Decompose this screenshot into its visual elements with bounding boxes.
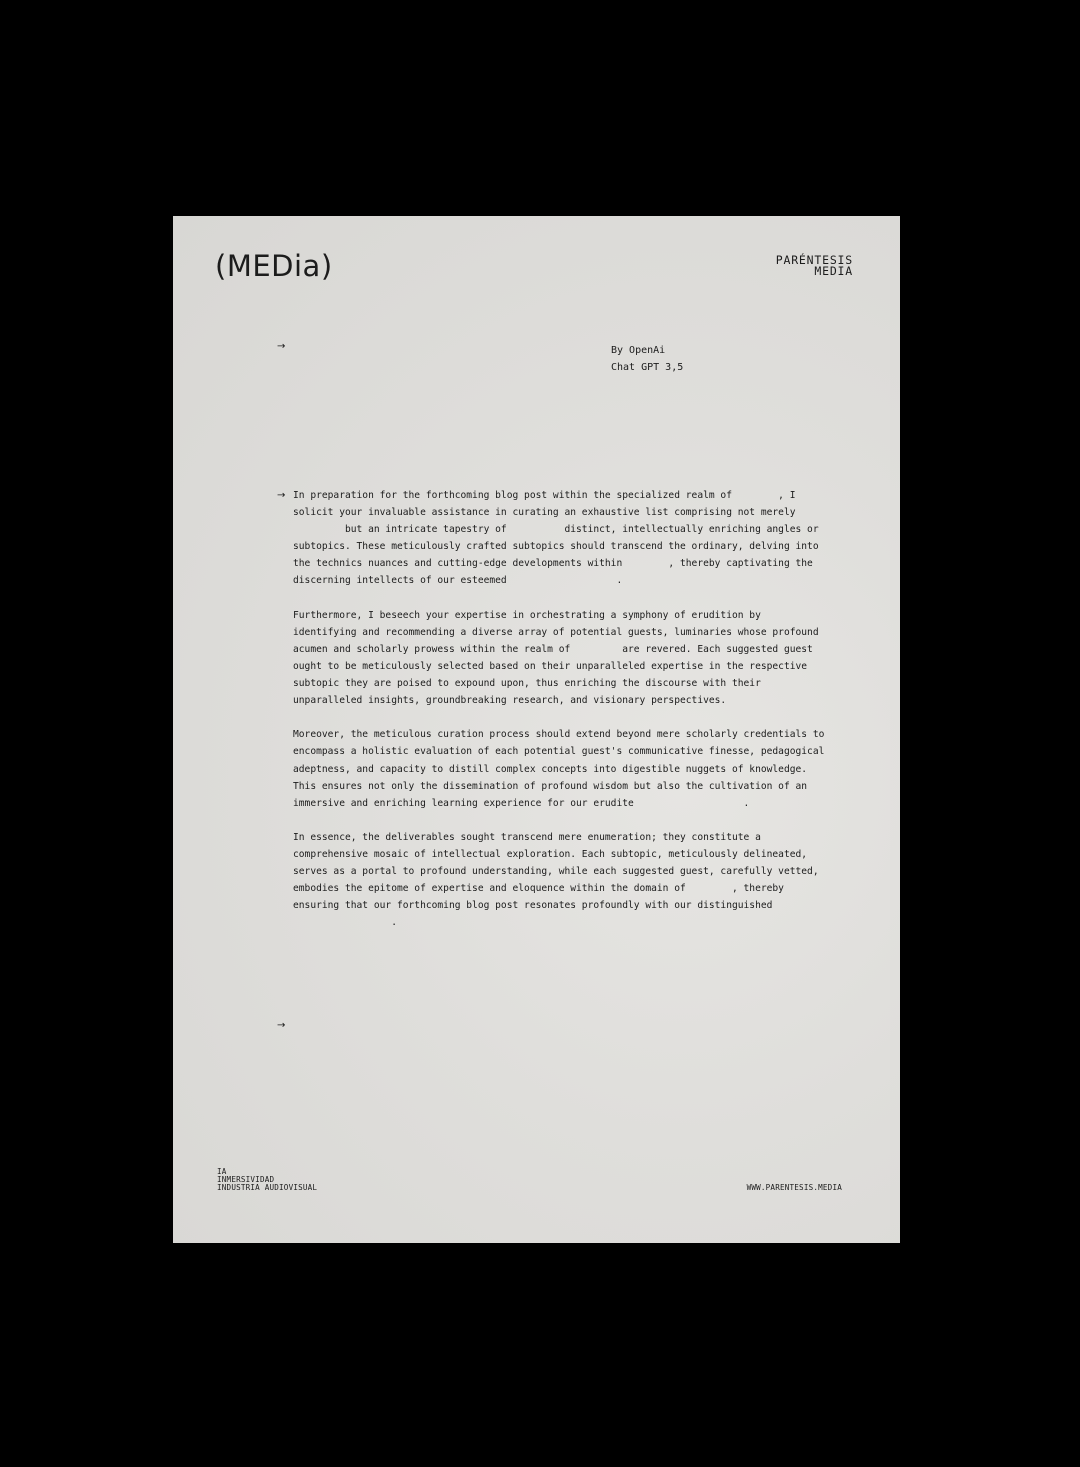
brand-name-line-1: PARÉNTESIS [775, 253, 853, 267]
arrow-right-icon: → [277, 341, 286, 352]
body-paragraph: Moreover, the meticulous curation process should extend beyond mere scholarly credentials to encompass a holistic evaluation of each potential guest's communicative finesse, pedagogical adeptness, and capacity to distill complex concepts into digestible nuggets of knowledge. This ensures not only the dissemination of profound wisdom but also the cultivation of an immersive and enriching learning experience for our erudite . [293, 729, 825, 809]
arrow-right-icon: → [277, 490, 286, 501]
body-paragraph: In preparation for the forthcoming blog post within the specialized realm of , I solicit your invaluable assistance in curating an exhaustive list comprising not merely but an intricate tapestry of distinct, intellectually enriching angles or subtopics. These meticulously crafted subtopics should transcend the ordinary, delving into the technics nuances and cutting-edge developments within , thereby captivating the discerning intellects of our esteemed . [293, 490, 819, 587]
byline [611, 342, 683, 376]
brand-name-line-2: MEDIA [814, 264, 853, 278]
arrow-right-icon: → [277, 1020, 286, 1031]
prompt-body [293, 487, 858, 949]
brand-name [776, 255, 853, 277]
byline-author: By OpenAi [611, 345, 666, 356]
document-page [173, 216, 900, 1243]
footer-tag: IA [217, 1167, 227, 1176]
footer-tags [217, 1168, 317, 1193]
media-logo: (MEDia) [215, 249, 333, 283]
byline-model: Chat GPT 3,5 [611, 362, 684, 373]
body-paragraph: Furthermore, I beseech your expertise in orchestrating a symphony of erudition by identifying and recommending a diverse array of potential guests, luminaries whose profound acumen and scholarly prowess within the realm of are revered. Each suggested guest ought to be meticulously selected based on their unparalleled expertise in the respective subtopic they are poised to expound upon, thus enriching the discourse with their unparalleled insights, groundbreaking research, and visionary perspectives. [293, 609, 819, 707]
footer-url: WWW.PARENTESIS.MEDIA [746, 1183, 842, 1192]
body-paragraph: In essence, the deliverables sought transcend mere enumeration; they constitute a comprehensive mosaic of intellectual exploration. Each subtopic, meticulously delineated, serves as a portal to profound understanding, while each suggested guest, carefully vetted, embodies the epitome of expertise and eloquence within the domain of , thereby ensuring that our forthcoming blog post resonates profoundly with our distinguished . [293, 831, 819, 929]
footer-tag: INMERSIVIDAD [217, 1175, 275, 1185]
footer-tag: INDUSTRIA AUDIOVISUAL [217, 1183, 318, 1193]
